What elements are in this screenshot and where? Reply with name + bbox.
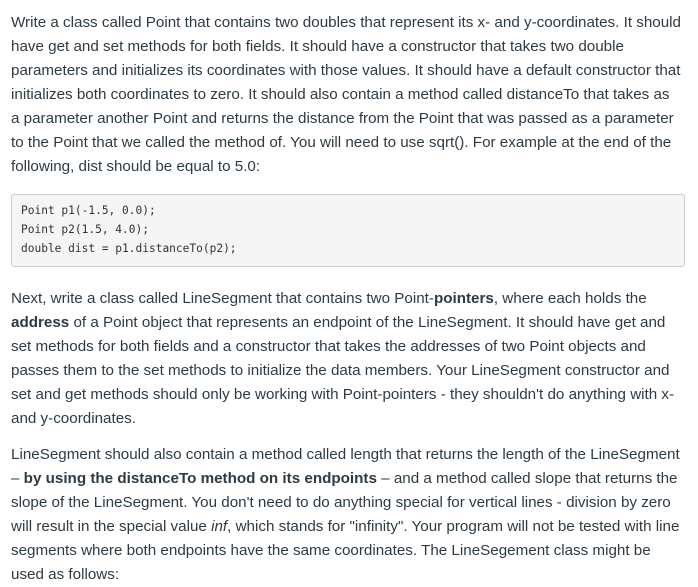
text-run: , where each holds the [493,290,647,307]
code-line: double dist = p1.distanceTo(p2); [21,242,237,255]
text-run: of a Point object that represents an endpoint of the LineSegment. It should have get and set methods for both fields and a constructor that takes the addresses of two Point objects and passes them to the set methods to initialize the data members. Your LineSegment constructor and set and get methods should only be working with Point-pointers - they shouldn't do anything with x- and y-coordinates. [11,314,675,427]
code-line: Point p2(1.5, 4.0); [21,223,149,236]
assignment-page [11,11,681,587]
bold-pointers: pointers [433,290,494,307]
point-code-example [11,194,685,267]
italic-inf: inf [211,518,228,535]
text-run: Next, write a class called LineSegment that contains two Point- [11,290,434,307]
code-line: Point p1(-1.5, 0.0); [21,204,156,217]
point-class-instructions: Write a class called Point that contains two doubles that represent its x- and y-coordinates. It should have get and set methods for both fields. It should have a constructor that takes two double parameters and initializes its coordinates with those values. It should have a default constructor that initializes both coordinates to zero. It should also contain a method called distanceTo that takes as a parameter another Point and returns the distance from the Point that was passed as a parameter to the Point that we called the method of. You will need to use sqrt(). For example at the end of the following, dist should be equal to 5.0: [11,14,682,175]
bold-address: address [11,314,70,331]
length-slope-instructions [11,443,681,587]
text-run: – and a method called slope that returns the slope of the LineSegment. You don't need to do anything special for vertical lines - division by zero will result in the special value [11,470,678,535]
text-run: , which stands for "infinity". Your program will not be tested with line segments where both endpoints have the same coordinates. The LineSegement class might be used as follows: [11,518,680,583]
linesegment-class-instructions [11,287,681,431]
text-run: LineSegment should also contain a method called length that returns the length of the LineSegment – [11,446,680,487]
bold-distanceto-note: by using the distanceTo method on its endpoints [23,470,377,487]
